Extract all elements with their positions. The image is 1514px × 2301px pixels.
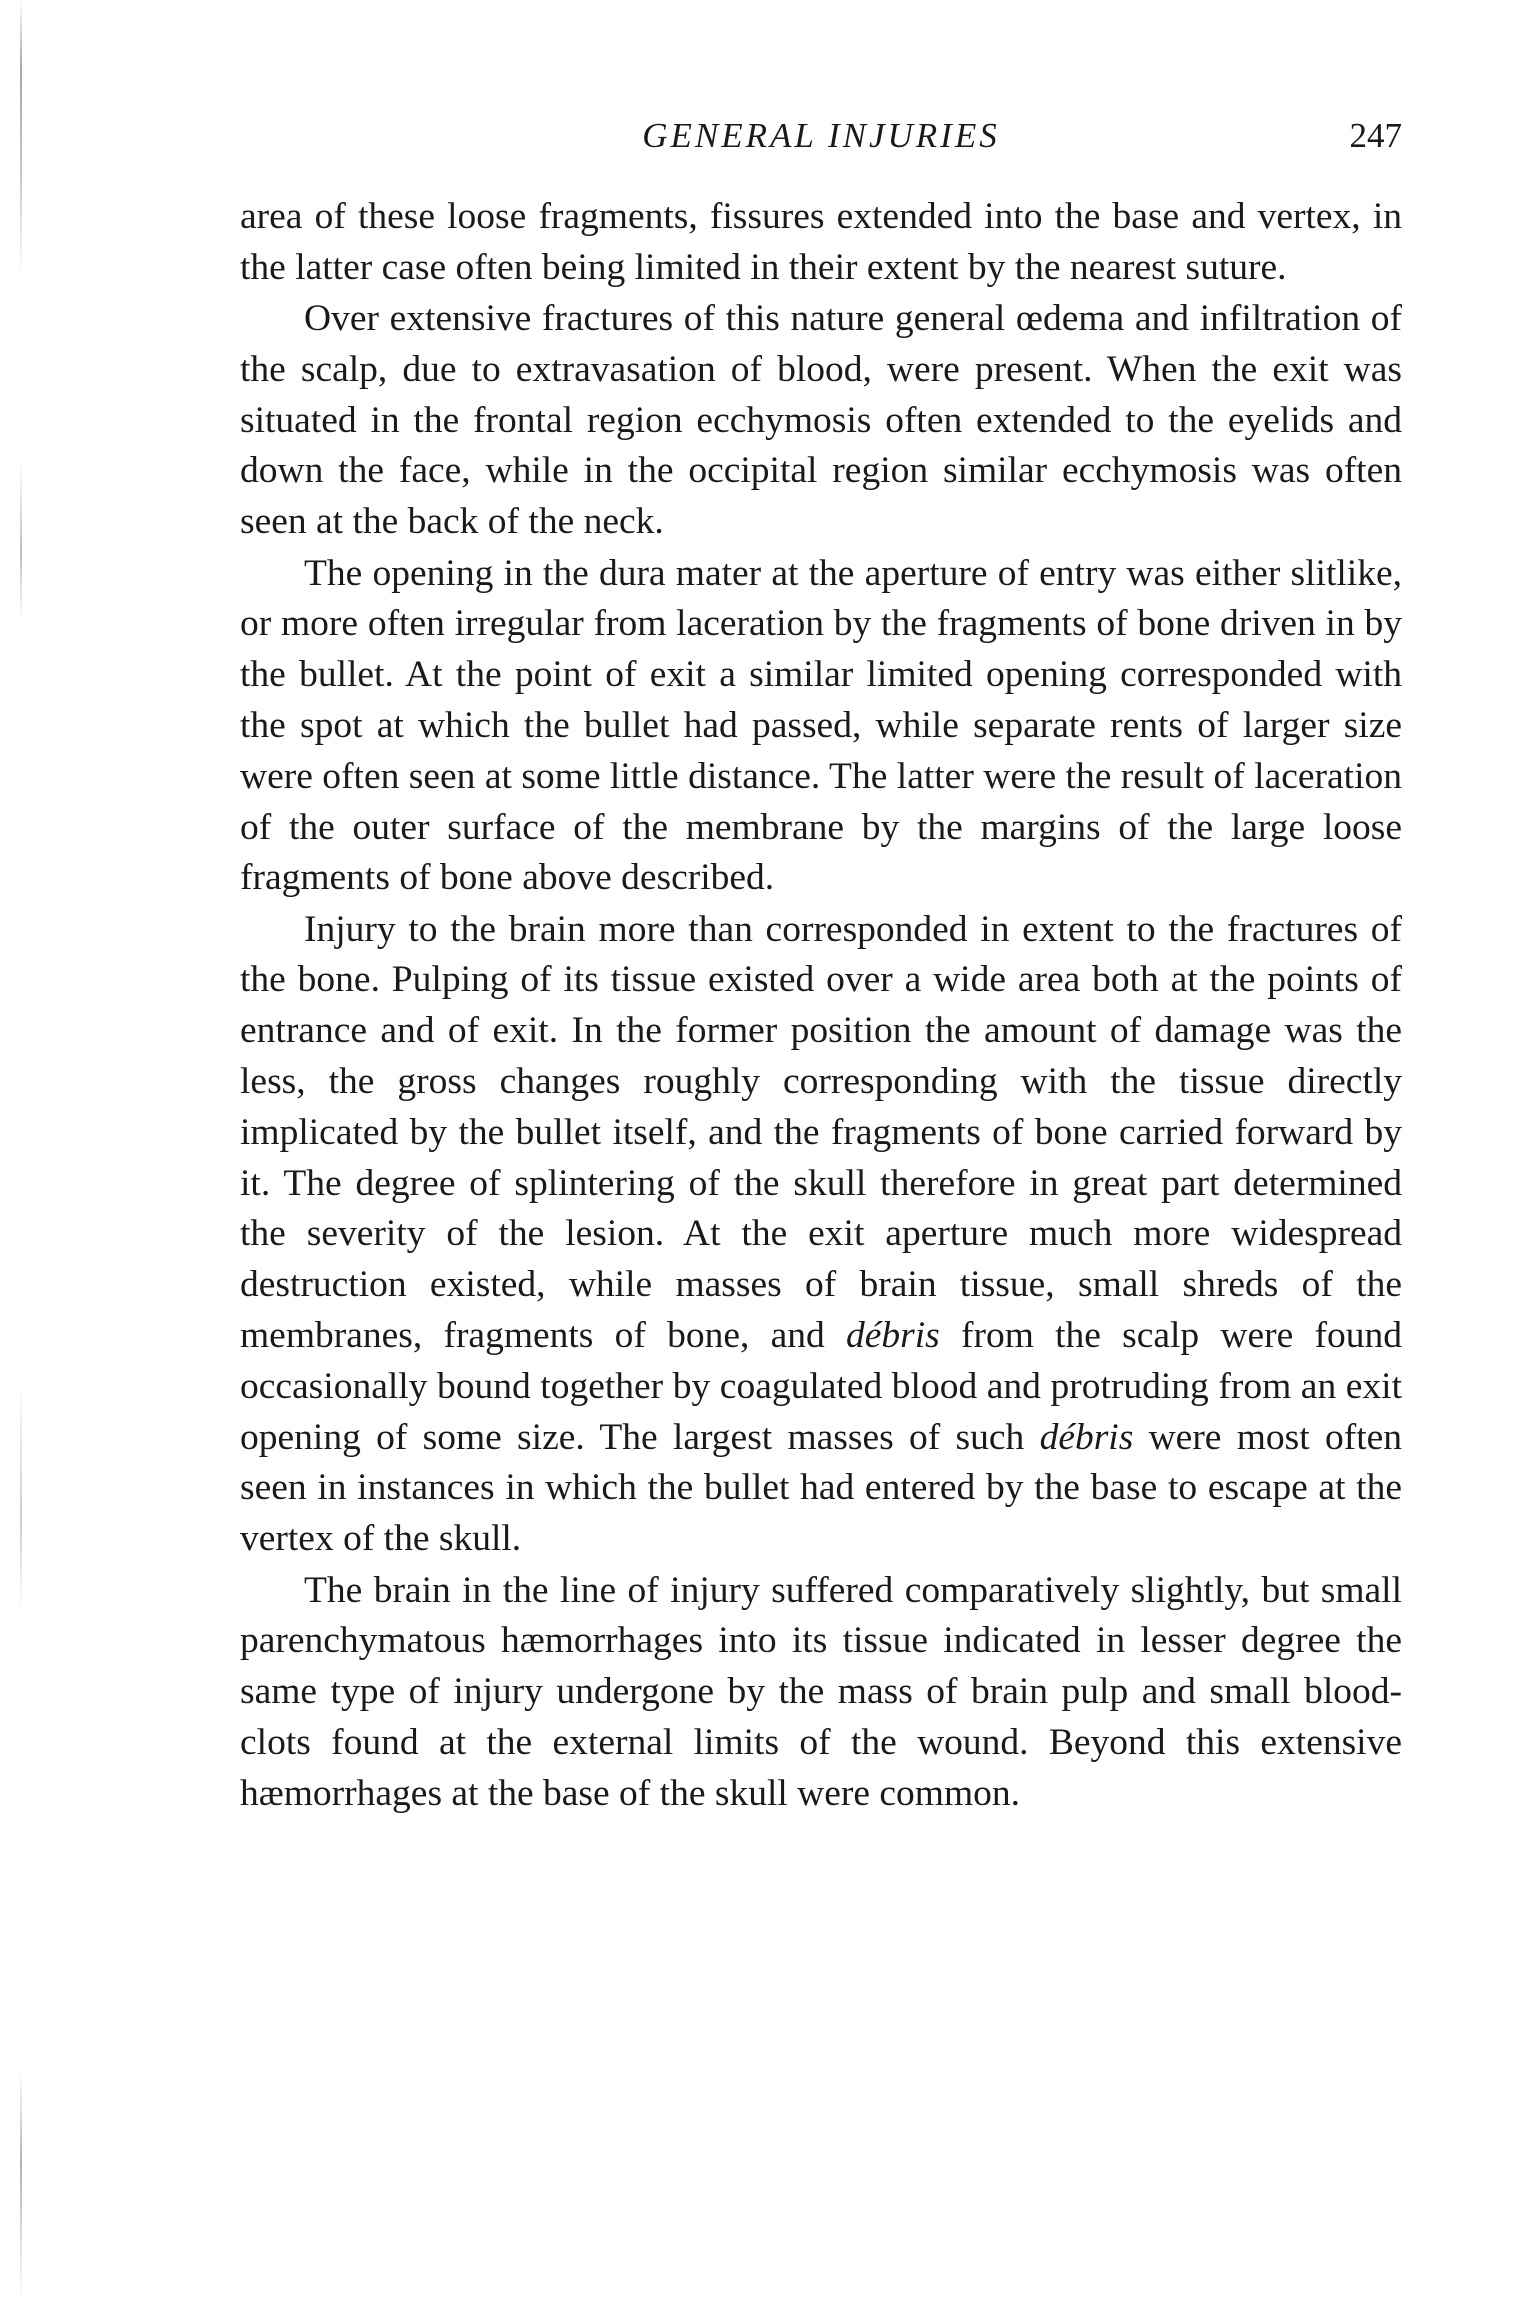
- scan-edge-shadow: [20, 0, 22, 2301]
- paragraph-3: The opening in the dura mater at the aperture of entry was either slitlike, or more often irregular from laceration by the fragments of bone driven in by the bullet. At the point of exit a similar limited opening corresponded with the spot at which the bullet had passed, while separate rents of larger size were often seen at some little distance. The latter were the result of laceration of the outer surface of the membrane by the margins of the large loose fragments of bone above described.: [240, 552, 1402, 899]
- paragraph-5: The brain in the line of injury suffered comparatively slightly, but small parenchymatous hæmorrhages into its tissue indicated in lesser degree the same type of injury undergone by the mass of brain pulp and small blood-clots found at the external limits of the wound. Beyond this extensive hæmorrhages at the base of the skull were common.: [240, 1569, 1402, 1814]
- paragraph-4-part-1: Injury to the brain more than corresponded in extent to the fractures of the bone. Pulping of its tissue existed over a wide area both at the points of entrance and of exit. In the former position the amount of damage was the less, the gross changes roughly corresponding with the tissue directly implicated by the bullet itself, and the fragments of bone carried forward by it. The degree of splintering of the skull therefore in great part determined the severity of the lesion. At the exit aperture much more widespread destruction existed, while masses of brain tissue, small shreds of the membranes, fragments of bone, and: [240, 908, 1402, 1357]
- paragraph-4-part-2: from the scalp were found occasionally bound together by coagulated blood and protruding from an exit opening of some size. The largest masses of such: [240, 1315, 1402, 1458]
- running-title: GENERAL INJURIES: [642, 116, 1000, 155]
- paragraph-2: Over extensive fractures of this nature general œdema and infiltration of the scalp, due to extravasation of blood, were present. When the exit was situated in the frontal region ecchymosis often extended to the eyelids and down the face, while in the occipital region similar ecchymosis was often seen at the back of the neck.: [240, 298, 1402, 543]
- italic-debris-2: débris: [1039, 1416, 1134, 1458]
- paragraph-1: area of these loose fragments, fissures extended into the base and vertex, in the latter case often being limited in their extent by the nearest suture.: [240, 196, 1402, 288]
- page-number: 247: [1349, 116, 1402, 155]
- italic-debris-1: débris: [845, 1315, 940, 1357]
- body-text: [240, 192, 1402, 1820]
- page-header: [240, 112, 1402, 160]
- paragraph-4: [240, 905, 1402, 1565]
- paragraph-4-part-3: were most often seen in instances in which the bullet had entered by the base to escape at the vertex of the skull.: [240, 1416, 1403, 1560]
